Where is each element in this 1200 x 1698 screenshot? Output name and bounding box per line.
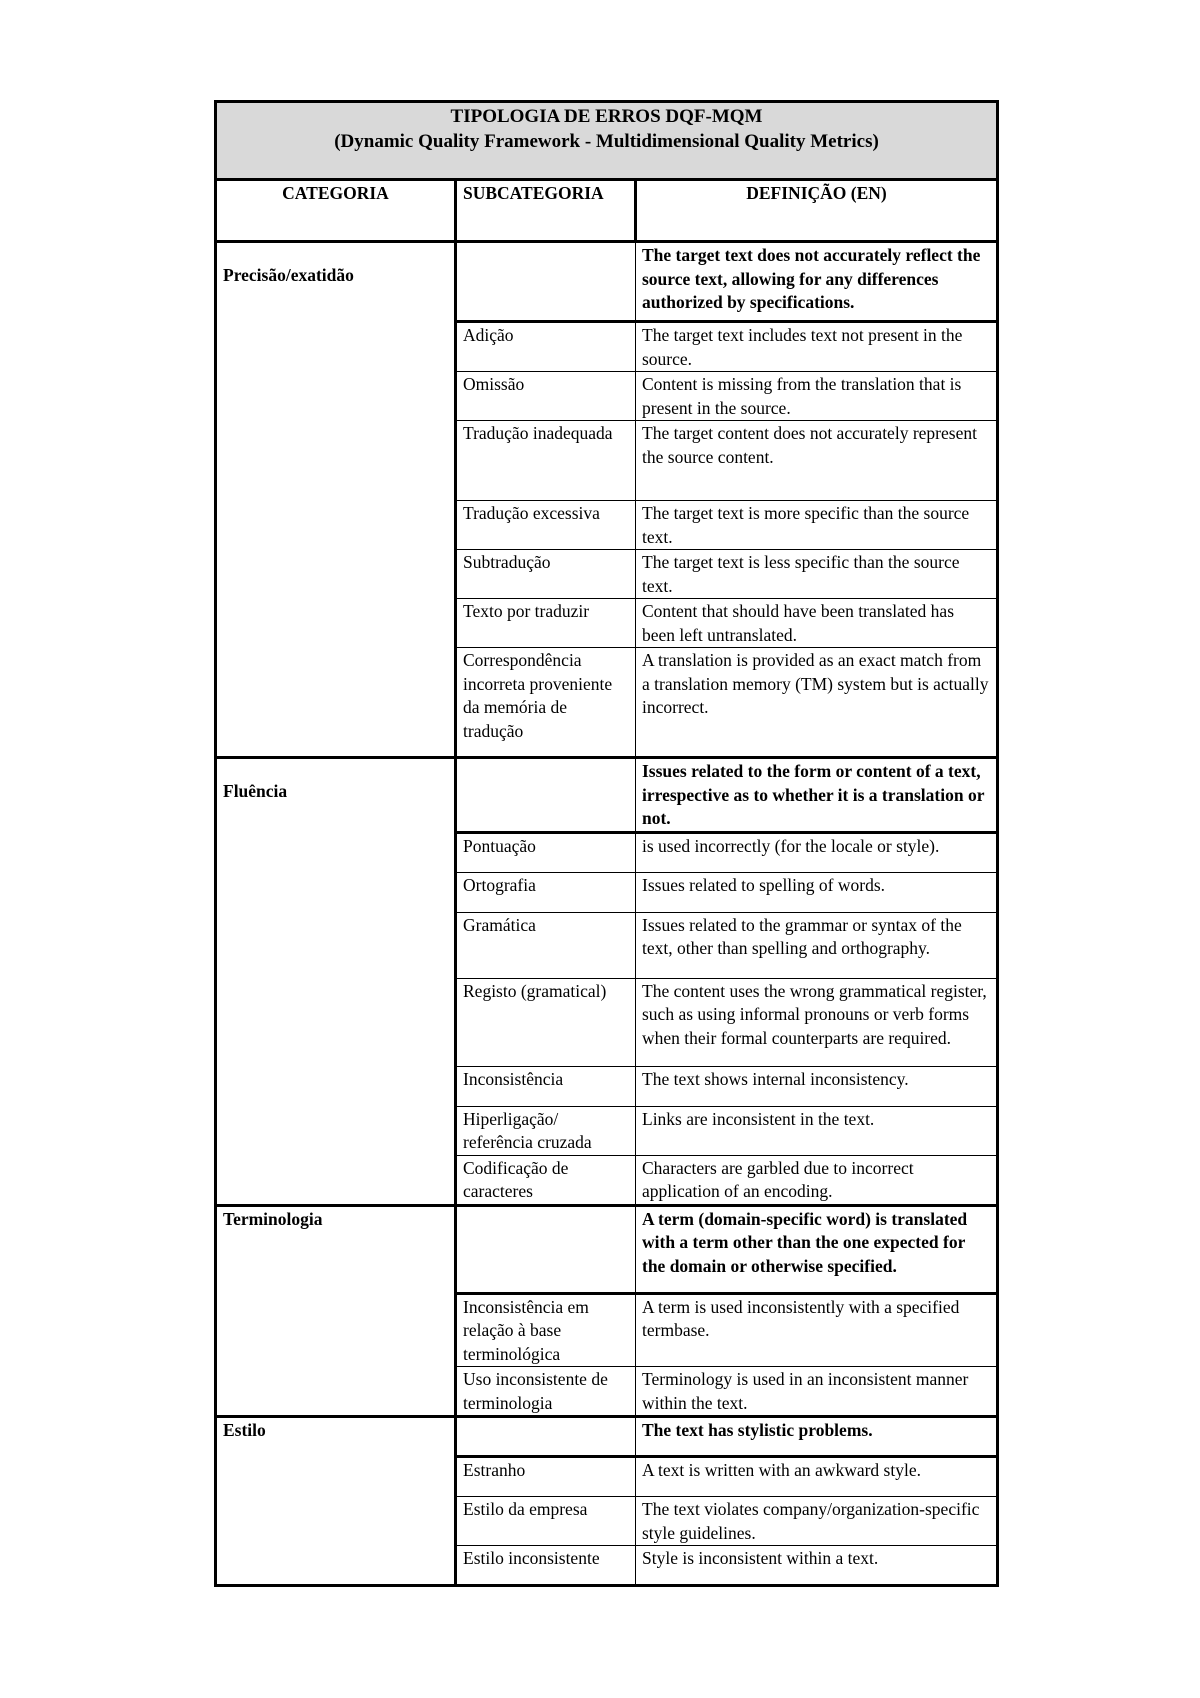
subcategory-cell-empty	[456, 242, 636, 322]
definition-cell: A translation is provided as an exact match from a translation memory (TM) system but is actually incorrect.	[636, 648, 998, 758]
subcategory-cell: Registo (gramatical)	[456, 978, 636, 1066]
subcategory-cell: Ortografia	[456, 872, 636, 912]
column-header-row	[216, 180, 998, 242]
definition-cell: The content uses the wrong grammatical register, such as using informal pronouns or verb forms when their formal counterparts are required.	[636, 978, 998, 1066]
subcategory-cell: Correspondência incorreta proveniente da memória de tradução	[456, 648, 636, 758]
category-definition: The text has stylistic problems.	[636, 1417, 998, 1457]
subcategory-cell-empty	[456, 1417, 636, 1457]
subcategory-cell: Codificação de caracteres	[456, 1155, 636, 1205]
definition-cell: The target text includes text not present in the source.	[636, 322, 998, 372]
definition-cell: The text violates company/organization-specific style guidelines.	[636, 1497, 998, 1546]
subcategory-cell: Estilo inconsistente	[456, 1546, 636, 1586]
category-cell	[216, 1205, 456, 1417]
error-typology-table	[214, 100, 999, 1587]
subcategory-cell-empty	[456, 758, 636, 833]
subcategory-cell: Texto por traduzir	[456, 599, 636, 648]
table-subtitle: (Dynamic Quality Framework - Multidimensional Quality Metrics)	[334, 131, 879, 152]
definition-cell: Content is missing from the translation that is present in the source.	[636, 372, 998, 421]
category-cell	[216, 1417, 456, 1586]
category-row	[216, 1205, 998, 1293]
subcategory-cell: Tradução excessiva	[456, 501, 636, 550]
definition-cell: Links are inconsistent in the text.	[636, 1106, 998, 1155]
table-body	[216, 242, 998, 1586]
definition-cell: Terminology is used in an inconsistent manner within the text.	[636, 1367, 998, 1417]
subcategory-cell: Hiperligação/ referência cruzada	[456, 1106, 636, 1155]
subcategory-cell: Estilo da empresa	[456, 1497, 636, 1546]
definition-cell: Issues related to the grammar or syntax of the text, other than spelling and orthography.	[636, 912, 998, 978]
definition-cell: A text is written with an awkward style.	[636, 1457, 998, 1497]
table-title-row	[216, 102, 998, 180]
subcategory-cell: Adição	[456, 322, 636, 372]
definition-cell: The target text is less specific than the source text.	[636, 550, 998, 599]
subcategory-cell: Estranho	[456, 1457, 636, 1497]
subcategory-cell: Omissão	[456, 372, 636, 421]
subcategory-cell: Pontuação	[456, 832, 636, 872]
category-label: Estilo	[223, 1420, 266, 1440]
table-title: TIPOLOGIA DE ERROS DQF-MQM	[450, 106, 763, 127]
subcategory-cell: Inconsistência em relação à base terminológica	[456, 1293, 636, 1367]
subcategory-cell: Subtradução	[456, 550, 636, 599]
definition-cell: Issues related to spelling of words.	[636, 872, 998, 912]
category-row	[216, 758, 998, 833]
definition-cell: Content that should have been translated has been left untranslated.	[636, 599, 998, 648]
category-label: Precisão/exatidão	[223, 265, 354, 285]
column-header-subcategory: SUBCATEGORIA	[456, 180, 636, 242]
definition-cell: is used incorrectly (for the locale or style).	[636, 832, 998, 872]
column-header-category: CATEGORIA	[216, 180, 456, 242]
category-definition: The target text does not accurately reflect the source text, allowing for any differences authorized by specifications.	[636, 242, 998, 322]
category-cell	[216, 758, 456, 1206]
column-header-definition: DEFINIÇÃO (EN)	[636, 180, 998, 242]
subcategory-cell-empty	[456, 1205, 636, 1293]
category-row	[216, 1417, 998, 1457]
definition-cell: Characters are garbled due to incorrect application of an encoding.	[636, 1155, 998, 1205]
subcategory-cell: Tradução inadequada	[456, 421, 636, 501]
table-title-cell	[216, 102, 998, 180]
definition-cell: The target text is more specific than the source text.	[636, 501, 998, 550]
subcategory-cell: Gramática	[456, 912, 636, 978]
subcategory-cell: Uso inconsistente de terminologia	[456, 1367, 636, 1417]
category-cell	[216, 242, 456, 758]
definition-cell: Style is inconsistent within a text.	[636, 1546, 998, 1586]
definition-cell: The text shows internal inconsistency.	[636, 1066, 998, 1106]
category-label: Terminologia	[223, 1208, 323, 1229]
subcategory-cell: Inconsistência	[456, 1066, 636, 1106]
definition-cell: A term is used inconsistently with a specified termbase.	[636, 1293, 998, 1367]
category-label: Fluência	[223, 781, 288, 801]
definition-cell: The target content does not accurately represent the source content.	[636, 421, 998, 501]
category-row	[216, 242, 998, 322]
category-definition: A term (domain-specific word) is translated with a term other than the one expected for the domain or otherwise specified.	[636, 1205, 998, 1293]
category-definition: Issues related to the form or content of a text, irrespective as to whether it is a translation or not.	[636, 758, 998, 833]
